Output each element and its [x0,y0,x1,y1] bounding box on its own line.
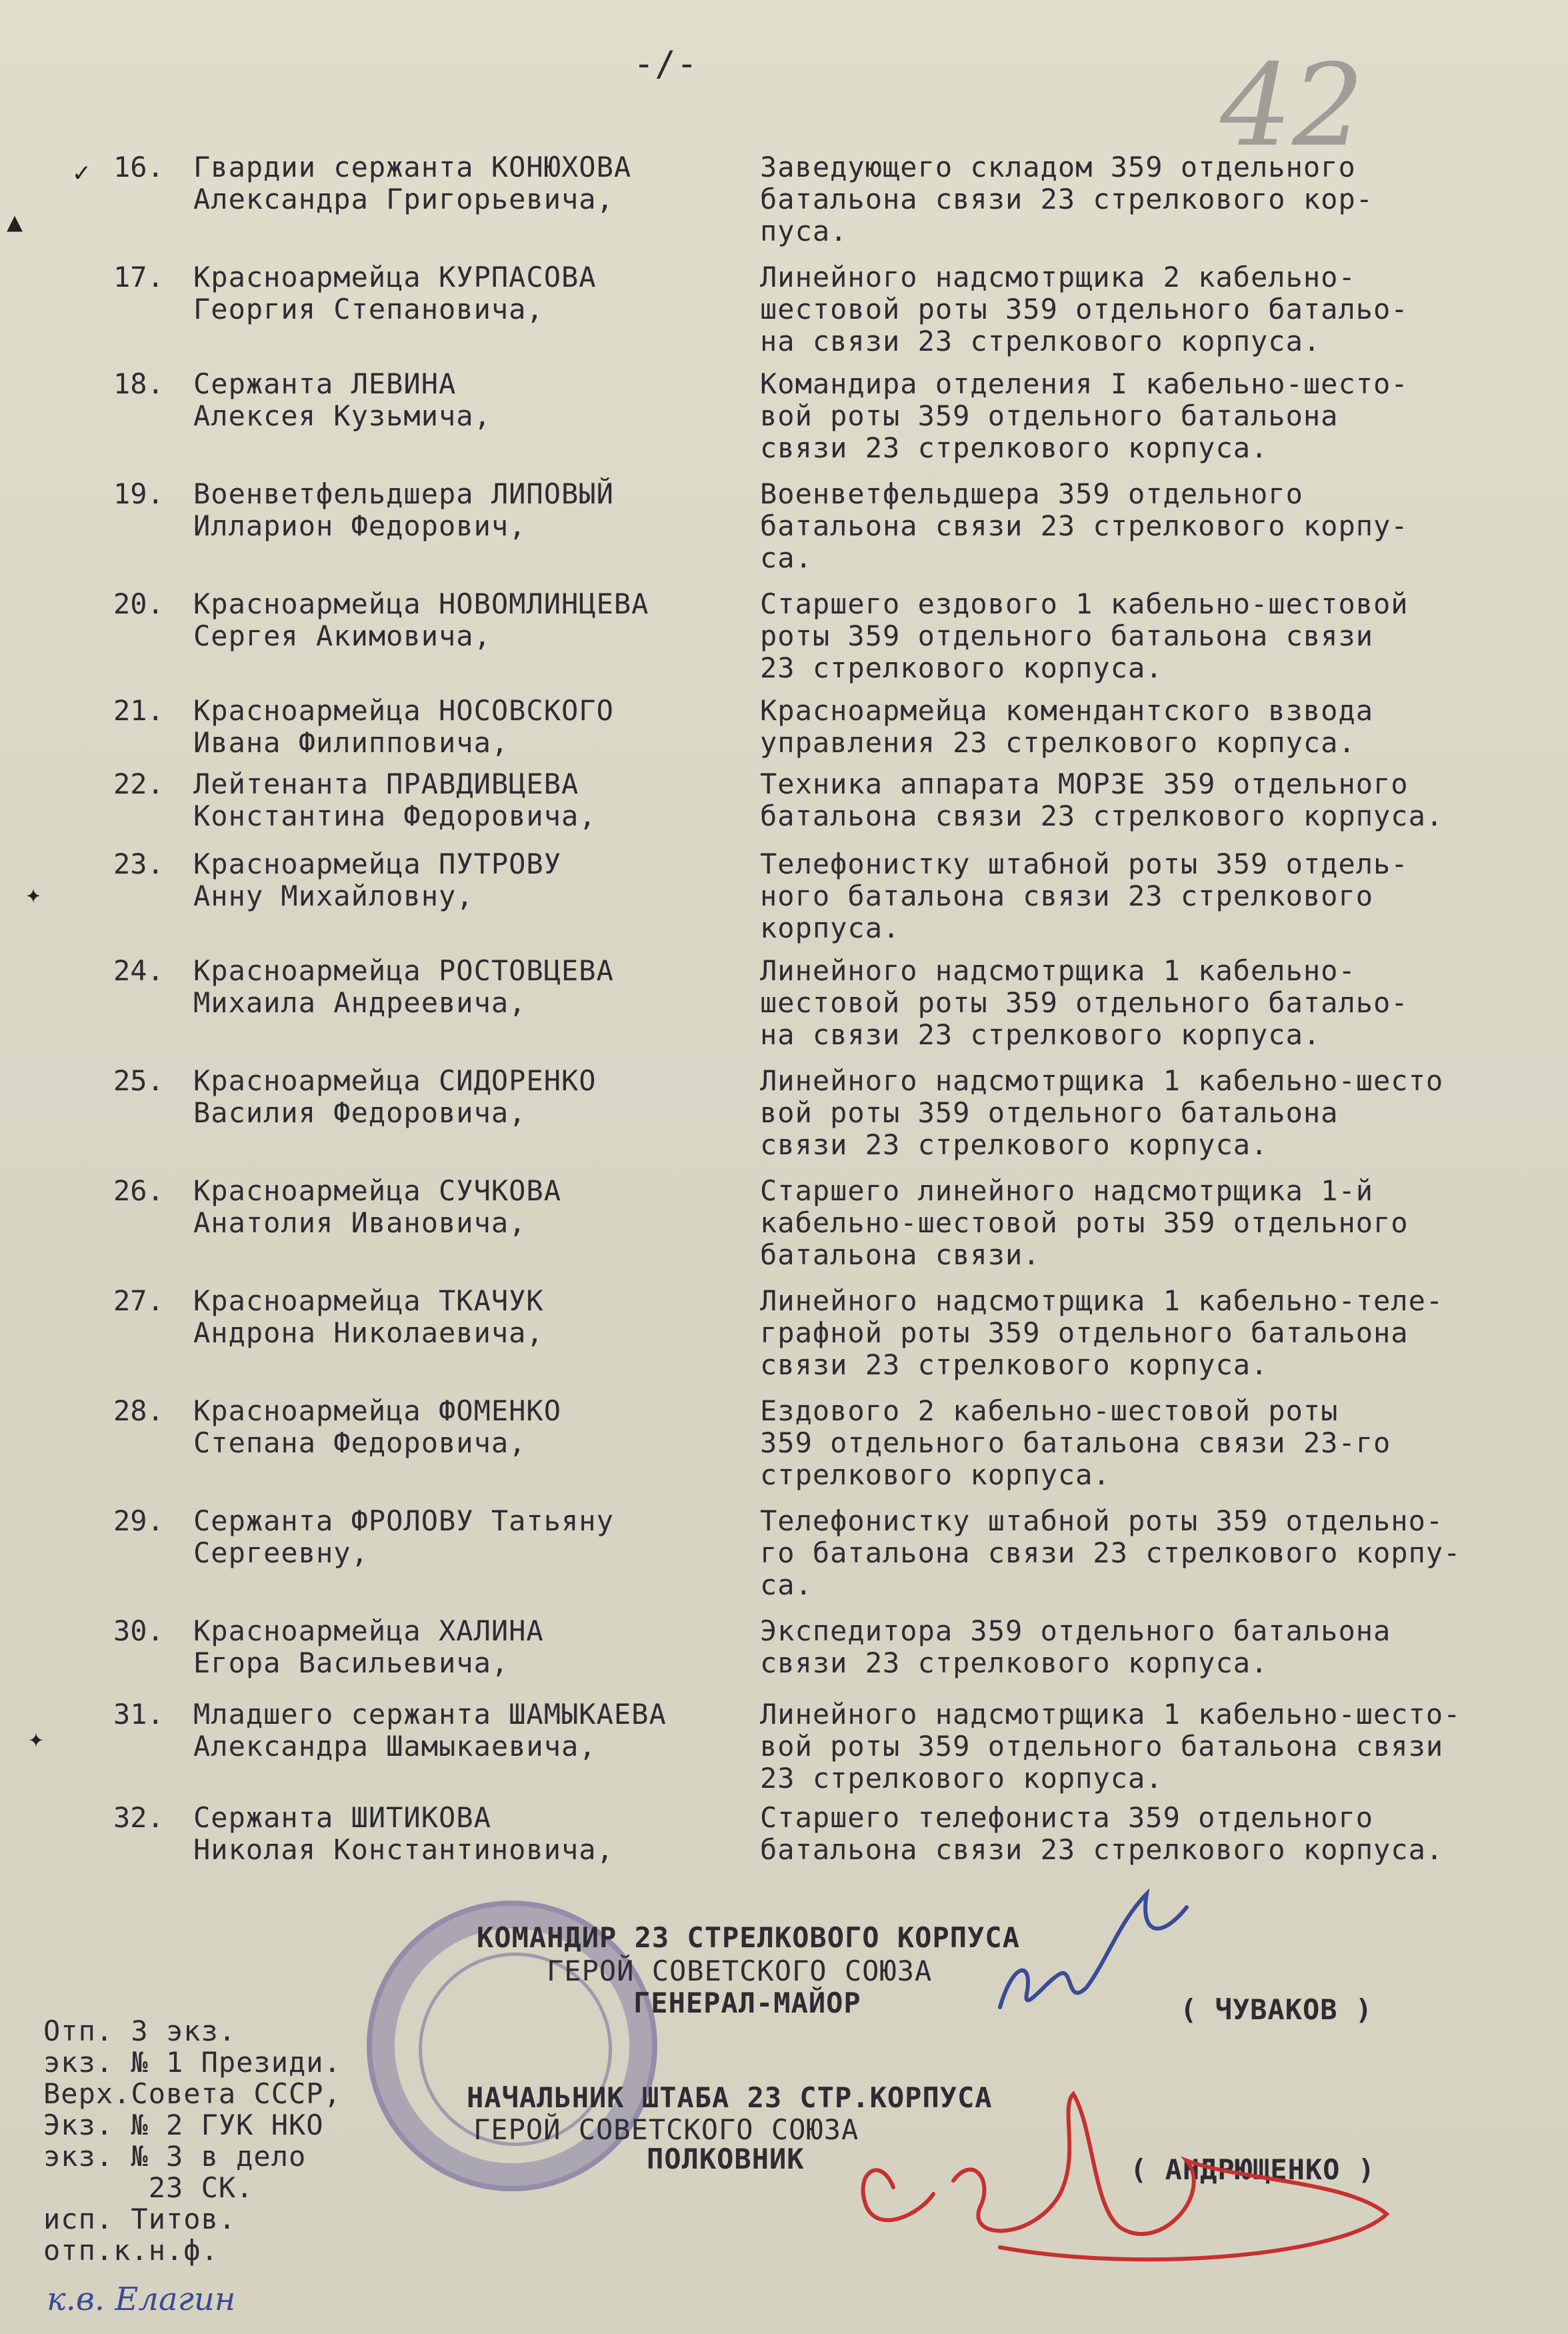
entry-position-line: Экспедитора 359 отдельного батальона [760,1614,1391,1647]
entry-position-line: са. [760,1568,813,1601]
entry-number: 19. [113,477,164,510]
entry-position-line: кабельно-шестовой роты 359 отдельного [760,1206,1409,1239]
chief-signature [840,2081,1413,2281]
commander-signature [987,1881,1207,2034]
entry-rank-surname: Красноармейца СИДОРЕНКО [193,1064,597,1097]
entry-position-line: вой роты 359 отдельного батальона [760,399,1339,432]
entry-rank-surname: Красноармейца КУРПАСОВА [193,261,597,293]
commander-hero-title: ГЕРОЙ СОВЕТСКОГО СОЮЗА [547,1955,933,1987]
entry-position-line: роты 359 отдельного батальона связи [760,620,1374,652]
entry-position-line: на связи 23 стрелкового корпуса. [760,1018,1321,1051]
entry-number: 24. [113,954,164,987]
distribution-line: экз. № 1 Президи. [43,2046,341,2079]
entry-position-line: батальона связи 23 стрелкового корпуса. [760,800,1444,832]
entry-position-line: Ездового 2 кабельно-шестовой роты [760,1394,1339,1427]
entry-rank-surname: Красноармейца НОСОВСКОГО [193,694,614,727]
entry-number: 21. [113,694,164,727]
entry-rank-surname: Сержанта ШИТИКОВА [193,1801,491,1834]
entry-position-line: Старшего ездового 1 кабельно-шестовой [760,588,1409,620]
entry-given-names: Алексея Кузьмича, [193,399,491,432]
entry-number: 17. [113,261,164,293]
entry-given-names: Николая Константиновича, [193,1833,614,1866]
entry-given-names: Александра Григорьевича, [193,183,614,215]
entry-rank-surname: Гвардии сержанта КОНЮХОВА [193,151,632,183]
entry-rank-surname: Сержанта ЛЕВИНА [193,367,457,400]
entry-position-line: батальона связи 23 стрелкового корпуса. [760,1833,1444,1866]
entry-given-names: Александра Шамыкаевича, [193,1730,597,1763]
entry-number: 26. [113,1174,164,1207]
entry-given-names: Василия Федоровича, [193,1096,527,1129]
page-number: -/- [633,44,698,84]
entry-position-line: на связи 23 стрелкового корпуса. [760,325,1321,357]
entry-position-line: Линейного надсмотрщика 1 кабельно-шесто- [760,1698,1461,1730]
distribution-line: экз. № 3 в дело [43,2140,307,2173]
entry-given-names: Анатолия Ивановича, [193,1206,527,1239]
entry-rank-surname: Сержанта ФРОЛОВУ Татьяну [193,1504,614,1537]
margin-dot-icon: ✦ [25,879,42,910]
entry-position-line: 23 стрелкового корпуса. [760,652,1163,684]
entry-rank-surname: Военветфельдшера ЛИПОВЫЙ [193,477,614,510]
entry-position-line: Техника аппарата МОРЗЕ 359 отдельного [760,768,1409,800]
chief-title: НАЧАЛЬНИК ШТАБА 23 СТР.КОРПУСА [467,2081,993,2114]
entry-rank-surname: Младшего сержанта ШАМЫКАЕВА [193,1698,667,1730]
distribution-line: отп.к.н.ф. [43,2234,219,2267]
commander-title: КОМАНДИР 23 СТРЕЛКОВОГО КОРПУСА [477,1921,1020,1954]
entry-position-line: графной роты 359 отдельного батальона [760,1316,1409,1349]
entry-number: 28. [113,1394,164,1427]
distribution-line: 23 СК. [43,2171,254,2204]
entry-position-line: корпуса. [760,912,901,944]
entry-rank-surname: Красноармейца СУЧКОВА [193,1174,562,1207]
entry-position-line: пуса. [760,215,848,247]
entry-number: 20. [113,588,164,620]
entry-position-line: связи 23 стрелкового корпуса. [760,431,1269,464]
entry-number: 27. [113,1284,164,1317]
entry-position-line: Военветфельдшера 359 отдельного [760,477,1303,510]
entry-position-line: Линейного надсмотрщика 1 кабельно-шесто [760,1064,1444,1097]
entry-number: 16. [113,151,164,183]
entry-position-line: батальона связи 23 стрелкового кор- [760,183,1374,215]
entry-given-names: Сергеевну, [193,1536,369,1569]
entry-given-names: Илларион Федорович, [193,509,527,542]
entry-position-line: батальона связи. [760,1238,1041,1271]
entry-position-line: го батальона связи 23 стрелкового корпу- [760,1536,1461,1569]
entry-position-line: Телефонистку штабной роты 359 отдельно- [760,1504,1444,1537]
entry-position-line: батальона связи 23 стрелкового корпу- [760,509,1409,542]
handwritten-note: к.в. Елагин [47,2281,236,2318]
entry-position-line: Заведующего складом 359 отдельного [760,151,1356,183]
entry-number: 18. [113,367,164,400]
entry-position-line: Старшего линейного надсмотрщика 1-й [760,1174,1374,1207]
chief-name: ( АНДРЮЩЕНКО ) [1130,2153,1376,2186]
tick-mark-icon: ✓ [73,157,90,188]
entry-position-line: Линейного надсмотрщика 1 кабельно-теле- [760,1284,1444,1317]
entry-position-line: Телефонистку штабной роты 359 отдель- [760,848,1409,880]
entry-rank-surname: Красноармейца ХАЛИНА [193,1614,544,1647]
entry-position-line: вой роты 359 отдельного батальона [760,1096,1339,1129]
entry-number: 25. [113,1064,164,1097]
entry-position-line: Линейного надсмотрщика 1 кабельно- [760,954,1356,987]
entry-position-line: управления 23 стрелкового корпуса. [760,726,1356,759]
commander-rank: ГЕНЕРАЛ-МАЙОР [633,1987,861,2019]
entry-rank-surname: Красноармейца РОСТОВЦЕВА [193,954,614,987]
entry-position-line: ного батальона связи 23 стрелкового [760,880,1374,912]
entry-rank-surname: Красноармейца ТКАЧУК [193,1284,544,1317]
distribution-line: Экз. № 2 ГУК НКО [43,2109,324,2141]
entry-given-names: Георгия Степановича, [193,293,544,325]
entry-rank-surname: Красноармейца НОВОМЛИНЦЕВА [193,588,649,620]
archive-margin-number: 42 [1220,40,1365,172]
distribution-line: Верх.Совета СССР, [43,2077,341,2110]
entry-given-names: Ивана Филипповича, [193,726,509,759]
entry-number: 29. [113,1504,164,1537]
entry-position-line: связи 23 стрелкового корпуса. [760,1128,1269,1161]
chief-rank: ПОЛКОВНИК [647,2143,805,2175]
entry-position-line: связи 23 стрелкового корпуса. [760,1646,1269,1679]
entry-number: 30. [113,1614,164,1647]
entry-position-line: Старшего телефониста 359 отдельного [760,1801,1374,1834]
entry-position-line: 23 стрелкового корпуса. [760,1762,1163,1795]
distribution-line: Отп. 3 экз. [43,2015,237,2047]
entry-given-names: Егора Васильевича, [193,1646,509,1679]
entry-given-names: Михаила Андреевича, [193,986,527,1019]
entry-position-line: Красноармейца комендантского взвода [760,694,1374,727]
entry-position-line: шестовой роты 359 отдельного батальо- [760,293,1409,325]
entry-position-line: вой роты 359 отдельного батальона связи [760,1730,1444,1763]
entry-given-names: Андрона Николаевича, [193,1316,544,1349]
entry-position-line: связи 23 стрелкового корпуса. [760,1348,1269,1381]
entry-position-line: 359 отдельного батальона связи 23-го [760,1426,1391,1459]
entry-number: 32. [113,1801,164,1834]
entry-position-line: са. [760,541,813,574]
entry-given-names: Сергея Акимовича, [193,620,491,652]
commander-name: ( ЧУВАКОВ ) [1180,1993,1373,2026]
entry-number: 23. [113,848,164,880]
entry-given-names: Константина Федоровича, [193,800,597,832]
entry-number: 31. [113,1698,164,1730]
entry-position-line: стрелкового корпуса. [760,1458,1111,1491]
margin-dot-icon: ▲ [7,207,23,237]
entry-position-line: Линейного надсмотрщика 2 кабельно- [760,261,1356,293]
entry-number: 22. [113,768,164,800]
margin-dot-icon: ✦ [28,1723,45,1754]
entry-position-line: Командира отделения I кабельно-шесто- [760,367,1409,400]
entry-given-names: Степана Федоровича, [193,1426,527,1459]
entry-rank-surname: Красноармейца ФОМЕНКО [193,1394,562,1427]
chief-hero-title: ГЕРОЙ СОВЕТСКОГО СОЮЗА [473,2113,859,2146]
entry-given-names: Анну Михайловну, [193,880,474,912]
entry-rank-surname: Лейтенанта ПРАВДИВЦЕВА [193,768,579,800]
distribution-line: исп. Титов. [43,2203,237,2235]
entry-position-line: шестовой роты 359 отдельного батальо- [760,986,1409,1019]
entry-rank-surname: Красноармейца ПУТРОВУ [193,848,562,880]
